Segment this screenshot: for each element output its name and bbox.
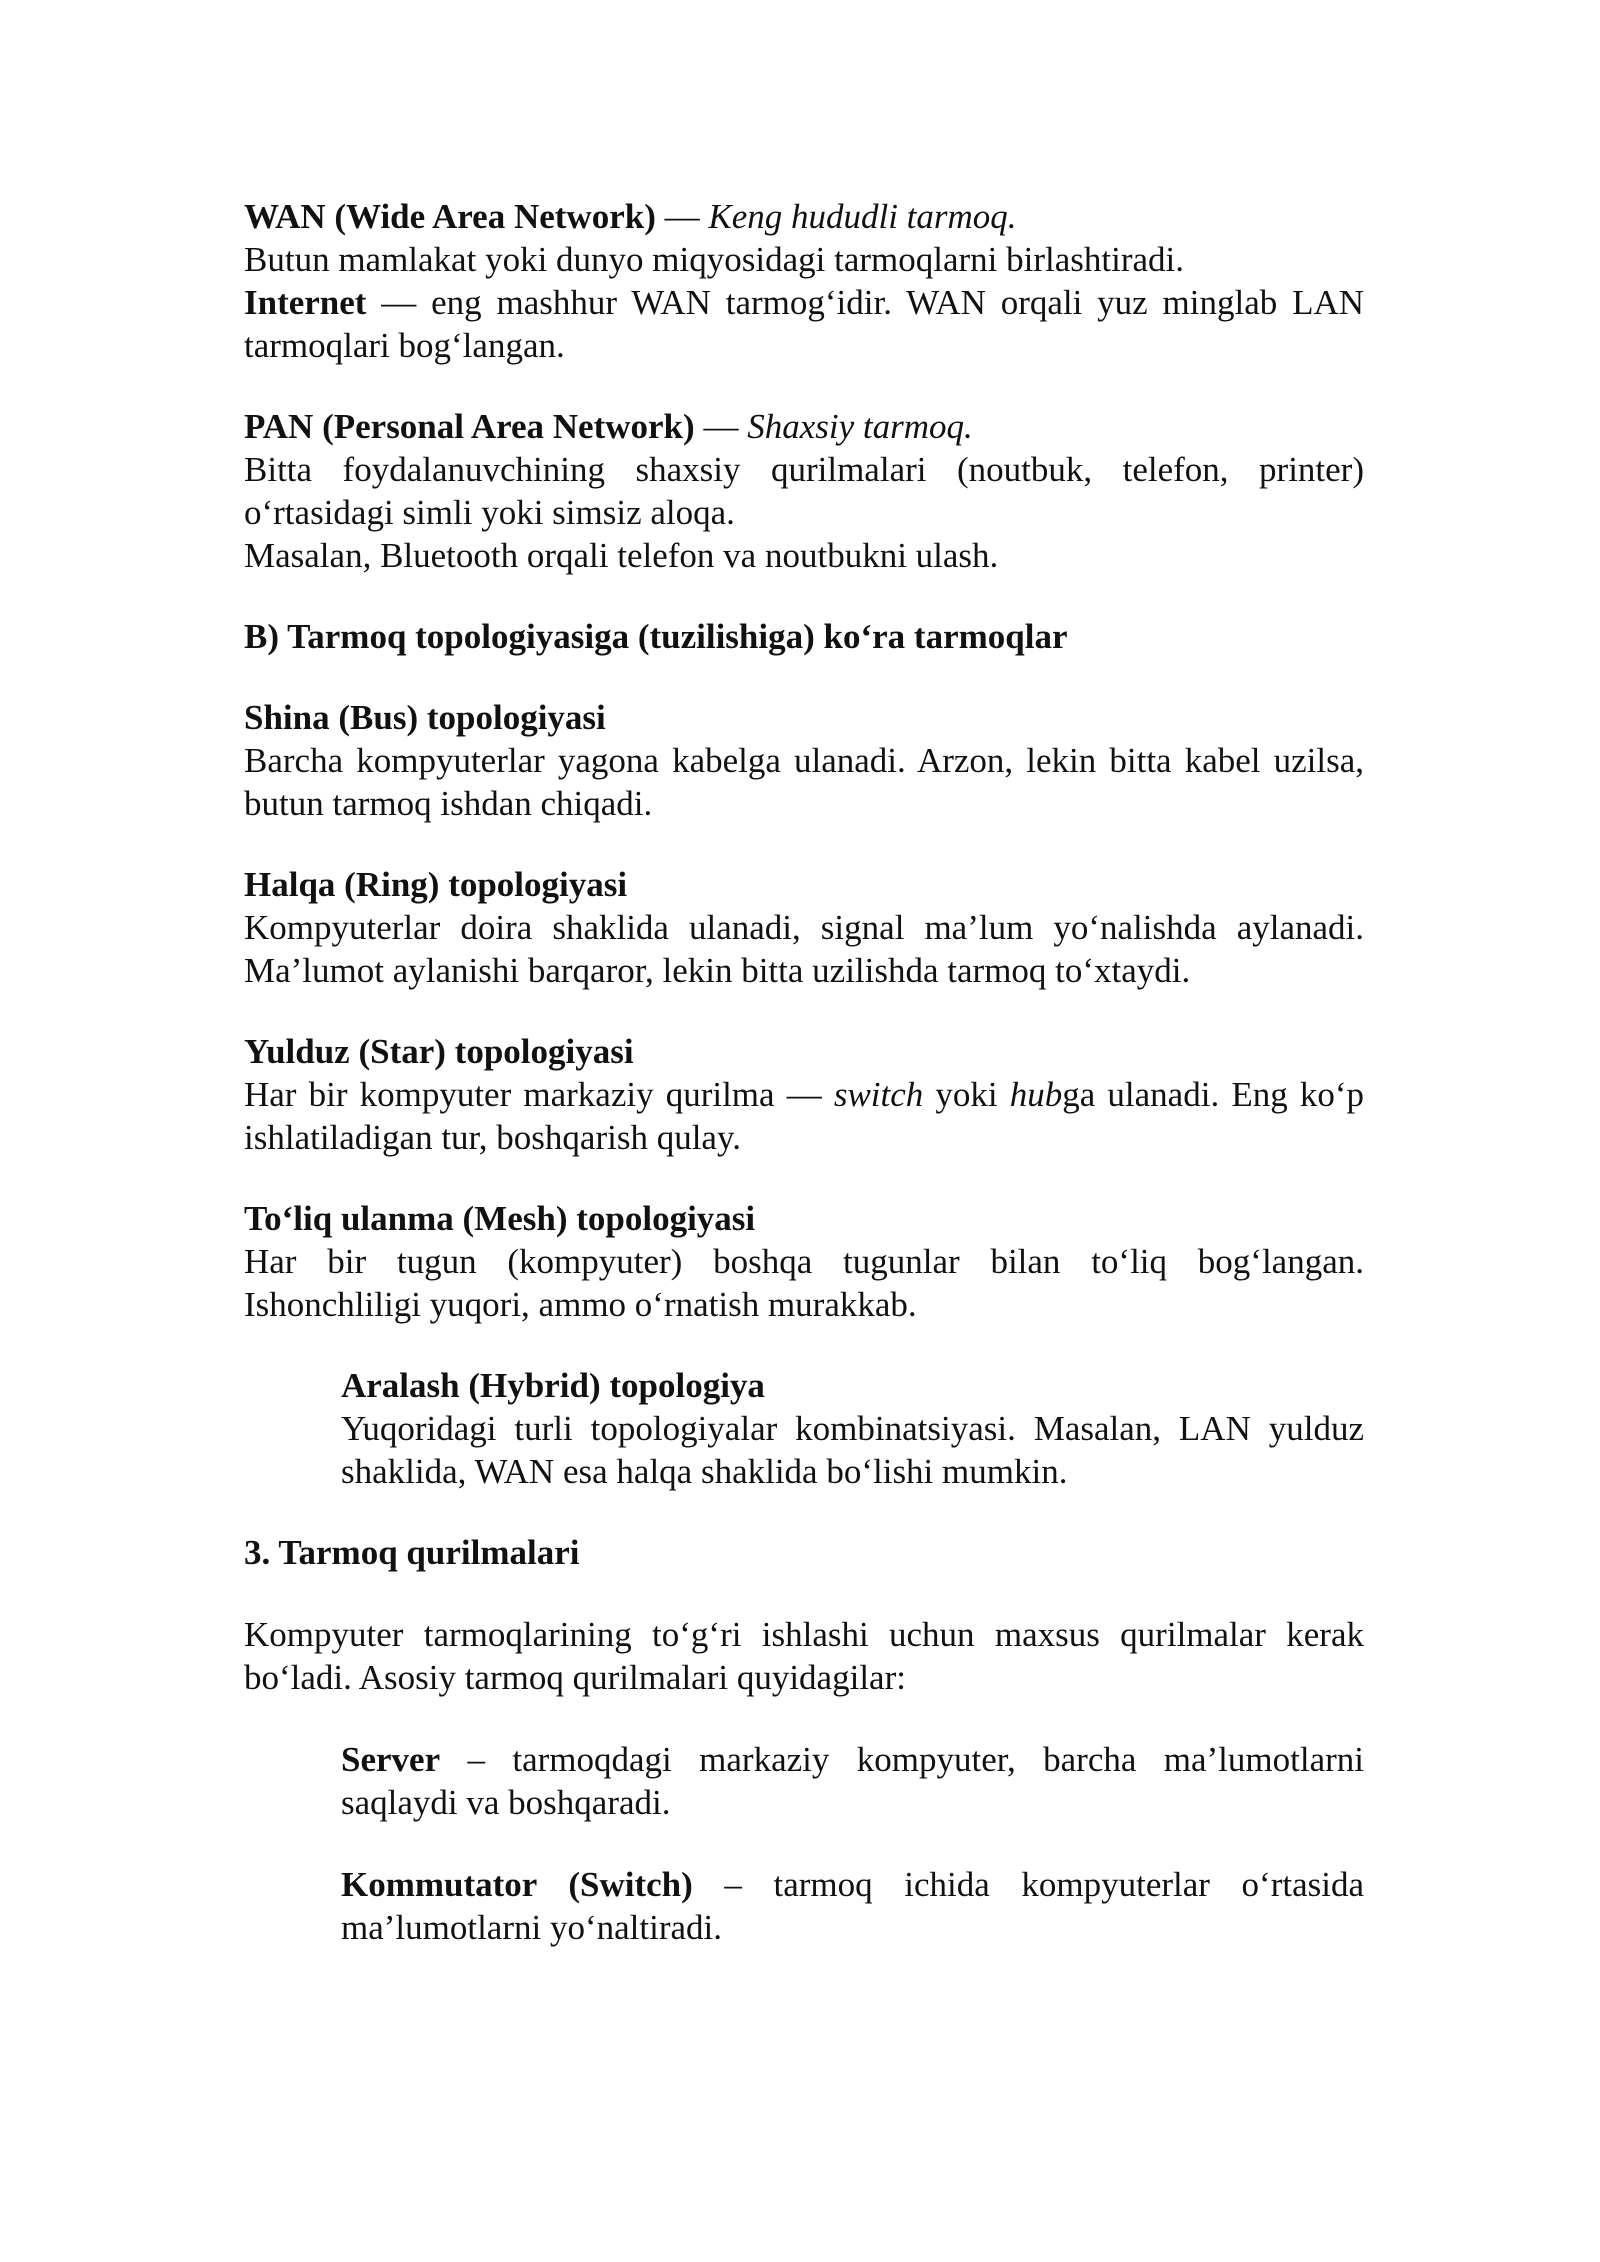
ring-topology-title [244, 863, 1364, 906]
star-topology-text [244, 1073, 1364, 1159]
star-topology-title-text: Yulduz (Star) topologiyasi [244, 1032, 634, 1071]
bus-topology-title-text: Shina (Bus) topologiyasi [244, 698, 606, 737]
server-term: Server [341, 1740, 441, 1779]
ring-topology-section [244, 863, 1364, 992]
section-3-title-text: 3. Tarmoq qurilmalari [244, 1533, 580, 1572]
hybrid-topology-section [341, 1364, 1364, 1493]
star-text-part-b: yoki [923, 1075, 1010, 1114]
wan-description: Butun mamlakat yoki dunyo miqyosidagi tarmoqlarni birlashtiradi. [244, 240, 1184, 279]
pan-heading-dash: — [694, 407, 748, 446]
mesh-topology-text: Har bir tugun (kompyuter) boshqa tugunlar bilan toʻliq bogʻlangan. Ishonchliligi yuqori, ammo oʻrnatish murakkab. [244, 1242, 1364, 1324]
bus-topology-section [244, 696, 1364, 825]
hybrid-topology-text: Yuqoridagi turli topologiyalar kombinatsiyasi. Masalan, LAN yulduz shaklida, WAN esa halqa shaklida boʻlishi mumkin. [341, 1409, 1364, 1491]
bus-topology-title [244, 696, 1364, 739]
section-b-title-text: B) Tarmoq topologiyasiga (tuzilishiga) koʻra tarmoqlar [244, 617, 1068, 656]
star-topology-title [244, 1030, 1364, 1073]
ring-topology-text: Kompyuterlar doira shaklida ulanadi, signal ma’lum yoʻnalishda aylanadi. Ma’lumot aylanishi barqaror, lekin bitta uzilishda tarmoq toʻxtaydi. [244, 908, 1364, 990]
section-3-title [244, 1531, 1364, 1574]
pan-heading-term: PAN (Personal Area Network) [244, 407, 695, 446]
internet-description: — eng mashhur WAN tarmogʻidir. WAN orqali yuz minglab LAN tarmoqlari bogʻlangan. [244, 283, 1364, 365]
server-item [341, 1738, 1364, 1824]
wan-heading-term: WAN (Wide Area Network) [244, 197, 656, 236]
pan-heading-translation: Shaxsiy tarmoq. [747, 407, 973, 446]
ring-topology-title-text: Halqa (Ring) topologiyasi [244, 865, 628, 904]
wan-heading-translation: Keng hududli tarmoq. [708, 197, 1017, 236]
hybrid-topology-title [341, 1364, 1364, 1407]
wan-heading [244, 195, 1364, 238]
internet-term: Internet [244, 283, 367, 322]
mesh-topology-title [244, 1197, 1364, 1240]
star-text-switch: switch [833, 1075, 924, 1114]
switch-item [341, 1863, 1364, 1949]
mesh-topology-section [244, 1197, 1364, 1326]
wan-internet-paragraph [244, 281, 1364, 367]
pan-example: Masalan, Bluetooth orqali telefon va noutbukni ulash. [244, 536, 999, 575]
switch-term: Kommutator (Switch) [341, 1865, 693, 1904]
document-content [244, 195, 1364, 1949]
bus-topology-text: Barcha kompyuterlar yagona kabelga ulanadi. Arzon, lekin bitta kabel uzilsa, butun tarmoq ishdan chiqadi. [244, 741, 1364, 823]
hybrid-topology-title-text: Aralash (Hybrid) topologiya [341, 1366, 765, 1405]
star-topology-section [244, 1030, 1364, 1159]
pan-heading [244, 405, 1364, 448]
star-text-part-a: Har bir kompyuter markaziy qurilma — [244, 1075, 834, 1114]
pan-description: Bitta foydalanuvchining shaxsiy qurilmalari (noutbuk, telefon, printer) oʻrtasidagi simli yoki simsiz aloqa. [244, 450, 1364, 532]
wan-section [244, 195, 1364, 367]
section-3-intro: Kompyuter tarmoqlarining toʻgʻri ishlashi uchun maxsus qurilmalar kerak boʻladi. Asosiy tarmoq qurilmalari quyidagilar: [244, 1615, 1364, 1697]
mesh-topology-title-text: Toʻliq ulanma (Mesh) topologiyasi [244, 1199, 756, 1238]
switch-description: – tarmoq ichida kompyuterlar oʻrtasida ma’lumotlarni yoʻnaltiradi. [341, 1865, 1364, 1947]
section-b-title [244, 615, 1364, 658]
wan-heading-dash: — [655, 197, 709, 236]
star-text-hub: hub [1009, 1075, 1063, 1114]
star-text-part-c: ga ulanadi. Eng koʻp ishlatiladigan tur, boshqarish qulay. [244, 1075, 1364, 1157]
pan-section [244, 405, 1364, 577]
server-description: – tarmoqdagi markaziy kompyuter, barcha ma’lumotlarni saqlaydi va boshqaradi. [341, 1740, 1364, 1822]
